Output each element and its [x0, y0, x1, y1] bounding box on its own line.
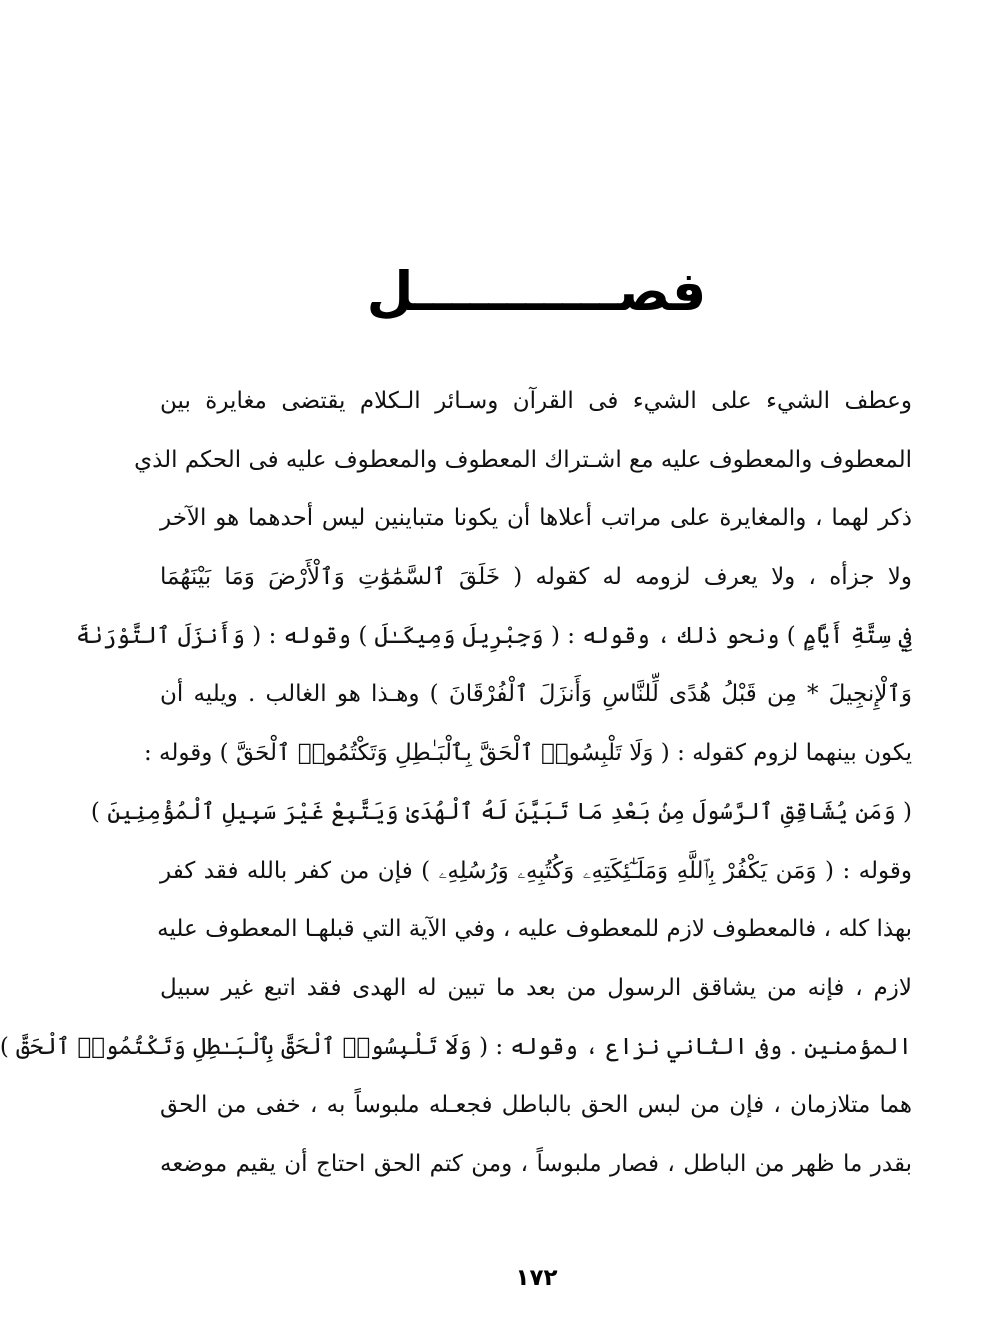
text-line: بهذا كله ، فالمعطوف لازم للمعطوف عليه ، وفي الآية التي قبلهـا المعطوف عليه — [157, 916, 912, 943]
text-line: فِي سِتَّةِ أَيَّامٍ ) ونحو ذلك ، وقوله : ( وَجِبْرِيلَ وَمِيكَـٰلَ ) وقوله : ( وَأَنزَلَ ٱلتَّوْرَىٰةَ — [75, 622, 912, 649]
text-line: وَٱلْإِنجِيلَ * مِن قَبْلُ هُدًى لِّلنَّاسِ وَأَنزَلَ ٱلْفُرْقَانَ ) وهـذا هو الغالب . ويليه أن — [160, 681, 912, 708]
text-line: ولا جزأه ، ولا يعرف لزومه له كقوله ( خَلَقَ ٱلسَّمَٰوَٰتِ وَٱلْأَرْضَ وَمَا بَيْنَهُمَا — [160, 564, 912, 591]
page-number: ١٧٢ — [515, 1265, 558, 1291]
section-heading: فصـــــــــــل — [366, 260, 707, 323]
text-line: وعطف الشيء على الشيء فى القرآن وسـائر الـكلام يقتضى مغايرة بين — [160, 388, 912, 414]
text-line: المعطوف والمعطوف عليه مع اشـتراك المعطوف والمعطوف عليه فى الحكم الذي — [134, 446, 912, 473]
body-text — [0, 372, 912, 1194]
text-line: المؤمنين . وفى الثاني نزاع ، وقوله : ( وَلَا تَلْبِسُوا۟ ٱلْحَقَّ بِٱلْبَـٰطِلِ وَتَكْتُمُوا۟ ٱلْحَقَّ ) — [0, 1033, 912, 1060]
text-line: لازم ، فإنه من يشاقق الرسول من بعد ما تبين له الهدى فقد اتبع غير سبيل — [160, 974, 912, 1001]
text-line: ( وَمَن يُشَاقِقِ ٱلرَّسُولَ مِنۢ بَعْدِ مَا تَبَيَّنَ لَهُ ٱلْهُدَىٰ وَيَتَّبِعْ غَيْرَ سَبِيلِ ٱلْمُؤْمِنِينَ ) — [90, 798, 912, 825]
text-line: وقوله : ( وَمَن يَكْفُرْ بِٱللَّهِ وَمَلَـٰٓئِكَتِهِۦ وَكُتُبِهِۦ وَرُسُلِهِۦ ) فإن من كفر بالله فقد كفر — [160, 857, 912, 884]
text-line: يكون بينهما لزوم كقوله : ( وَلَا تَلْبِسُوا۟ ٱلْحَقَّ بِٱلْبَـٰطِلِ وَتَكْتُمُوا۟ ٱلْحَقَّ ) وقوله : — [143, 740, 912, 767]
text-line: هما متلازمان ، فإن من لبس الحق بالباطل فجعـله ملبوساً به ، خفى من الحق — [160, 1092, 912, 1119]
text-line: بقدر ما ظهر من الباطل ، فصار ملبوساً ، ومن كتم الحق احتاج أن يقيم موضعه — [160, 1150, 912, 1177]
text-line: ذكر لهما ، والمغايرة على مراتب أعلاها أن يكونا متباينين ليس أحدهما هو الآخر — [160, 505, 912, 532]
